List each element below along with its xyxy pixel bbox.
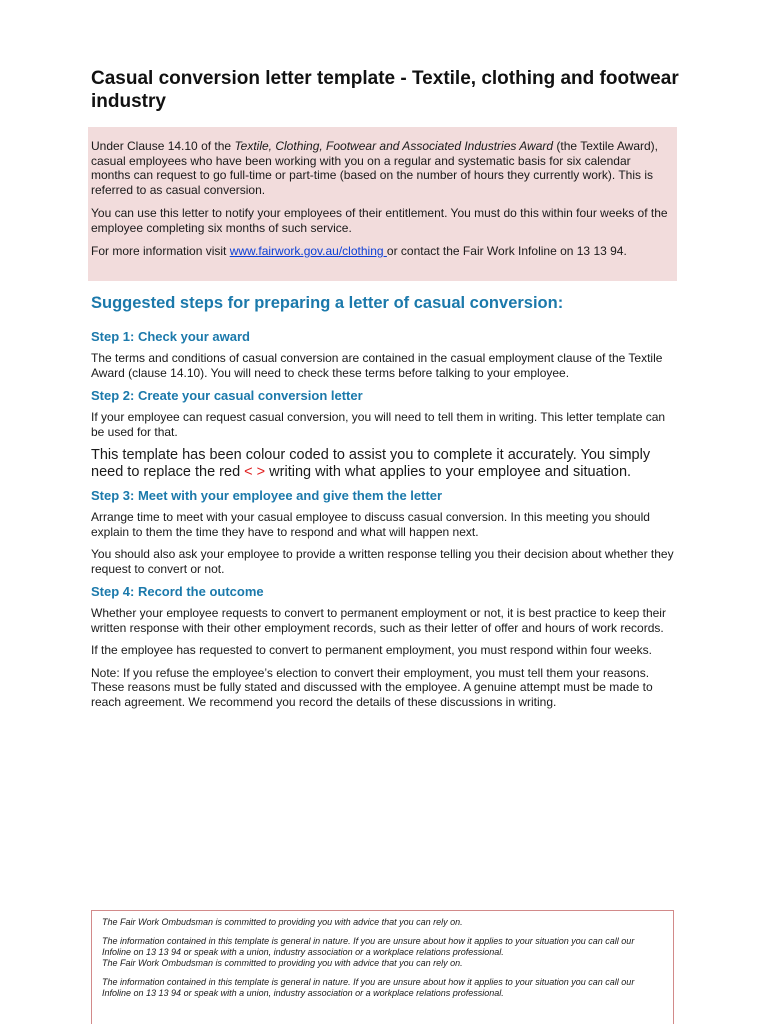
colour-code-text: writing with what applies to your employee and situation. — [265, 464, 632, 480]
step4-heading: Step 4: Record the outcome — [91, 584, 264, 599]
step4-paragraph-2: If the employee has requested to convert to permanent employment, you must respond within four weeks. — [91, 643, 652, 657]
notice-paragraph-more-info — [91, 244, 673, 259]
step1-paragraph: The terms and conditions of casual conversion are contained in the casual employment clause of the Textile Award (clause 14.10). You will need to check these terms before talking to your employee. — [91, 351, 663, 380]
step3-paragraph-1: Arrange time to meet with your casual employee to discuss casual conversion. In this meeting you should explain to them the time they have to respond and what will happen next. — [91, 510, 650, 539]
step2-heading: Step 2: Create your casual conversion letter — [91, 388, 363, 403]
step4-paragraph-note: Note: If you refuse the employee’s election to convert their employment, you must tell them your reasons. These reasons must be fully stated and discussed with the employee. A genuine attempt must be made to reach agreement. We recommend you record the details of these discussions in writing. — [91, 665, 653, 709]
red-placeholder-marker: < > — [244, 464, 266, 480]
award-name: Textile, Clothing, Footwear and Associated Industries Award — [234, 139, 554, 153]
notice-text: Under Clause 14.10 of the — [91, 139, 235, 153]
notice-text: (the Textile Award), casual employees who have been working with you on a regular and systematic basis for six calendar months can request to go full-time or part-time (based on the number of hours they currently work). This is referred to as casual conversion. — [91, 139, 659, 197]
footer-line: The information contained in this template is general in nature. If you are unsure about how it applies to your situation you can call our Infoline on 13 13 94 or speak with a union, industry association or a workplace relations professional. — [102, 977, 635, 998]
info-notice-box — [88, 127, 677, 281]
fairwork-clothing-link[interactable]: www.fairwork.gov.au/clothing — [229, 244, 387, 258]
step2-paragraph: If your employee can request casual conversion, you will need to tell them in writing. This letter template can be used for that. — [91, 410, 666, 439]
footer-line: The information contained in this template is general in nature. If you are unsure about how it applies to your situation you can call our Infoline on 13 13 94 or speak with a union, industry association or a workplace relations professional. — [102, 936, 635, 957]
step4-paragraph-1: Whether your employee requests to convert to permanent employment or not, it is best practice to keep their written response with their other employment records, such as their letter of offer and hours of work records. — [91, 606, 666, 635]
notice-paragraph-award — [91, 139, 673, 197]
steps-heading: Suggested steps for preparing a letter of casual conversion: — [91, 294, 564, 312]
steps-content — [91, 329, 676, 717]
notice-text: or contact the Fair Work Infoline on 13 13 94. — [386, 244, 627, 258]
step3-heading: Step 3: Meet with your employee and give them the letter — [91, 488, 443, 503]
disclaimer-footer — [91, 910, 674, 1024]
notice-text: For more information visit — [91, 244, 230, 258]
colour-code-text: This template has been colour coded to assist you to complete it accurately. You simply need to replace the red — [91, 447, 651, 480]
footer-line: The Fair Work Ombudsman is committed to providing you with advice that you can rely on. — [102, 958, 463, 968]
colour-code-paragraph — [91, 447, 676, 481]
step3-paragraph-2: You should also ask your employee to provide a written response telling you their decision about whether they request to convert or not. — [91, 547, 674, 576]
footer-line: The Fair Work Ombudsman is committed to providing you with advice that you can rely on. — [102, 917, 463, 927]
step1-heading: Step 1: Check your award — [91, 329, 250, 344]
notice-paragraph-entitlement: You can use this letter to notify your employees of their entitlement. You must do this within four weeks of the employee completing six months of such service. — [91, 206, 668, 235]
page-title: Casual conversion letter template - Textile, clothing and footwear industry — [91, 68, 679, 112]
